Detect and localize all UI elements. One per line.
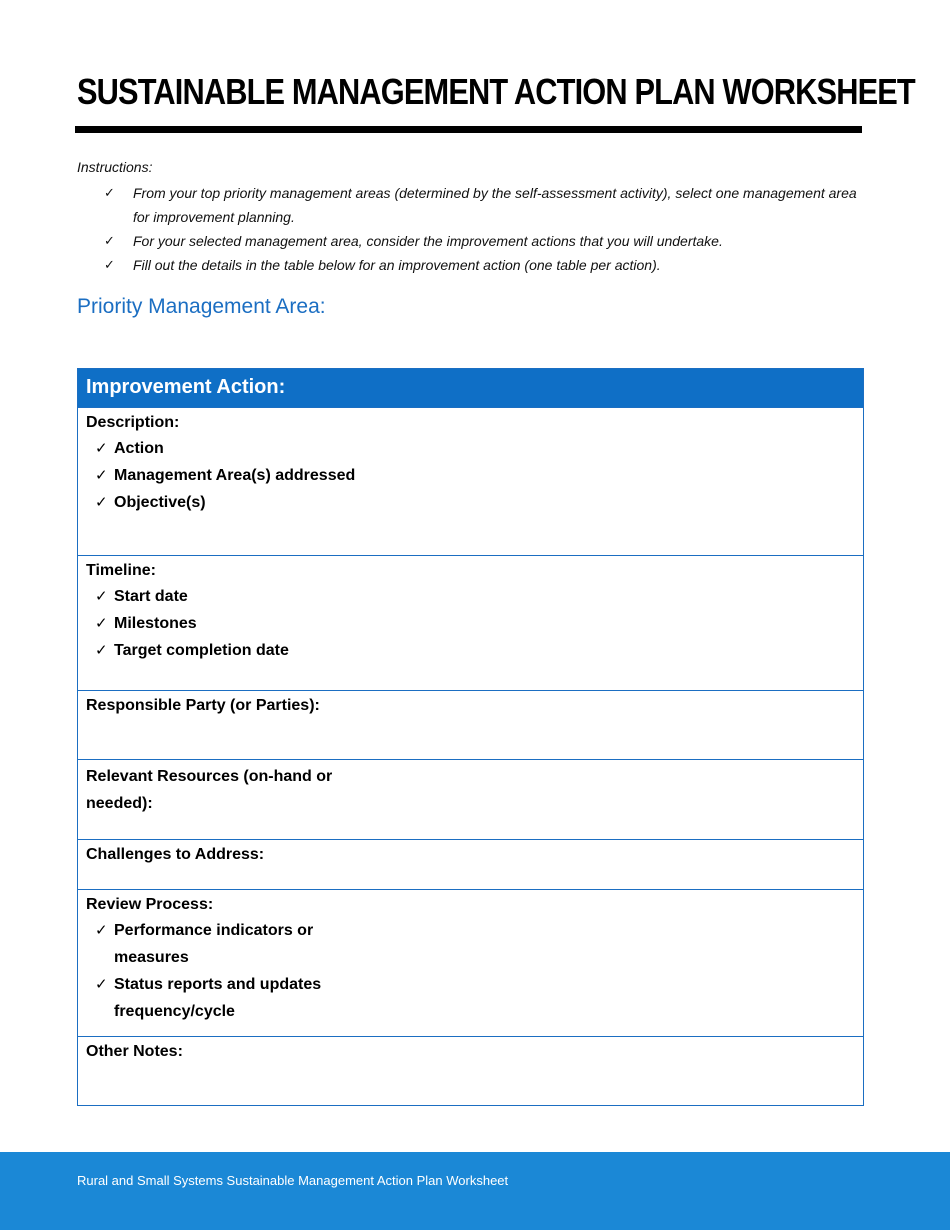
instruction-item xyxy=(104,181,864,229)
checkmark-icon: ✓ xyxy=(95,494,108,511)
title-divider xyxy=(75,126,862,133)
checkmark-icon: ✓ xyxy=(104,233,115,248)
row-title: Responsible Party (or Parties): xyxy=(86,697,320,714)
row-items xyxy=(86,917,855,1025)
item-text: Performance indicators or measures xyxy=(114,922,314,966)
instruction-item xyxy=(104,229,864,253)
checkmark-icon: ✓ xyxy=(95,467,108,484)
list-item xyxy=(86,435,855,462)
footer-text: Rural and Small Systems Sustainable Management Action Plan Worksheet xyxy=(77,1173,509,1188)
list-item xyxy=(86,583,855,610)
item-text: Milestones xyxy=(114,615,197,632)
checkmark-icon: ✓ xyxy=(95,642,108,659)
priority-area-heading: Priority Management Area: xyxy=(77,295,326,318)
page-title: SUSTAINABLE MANAGEMENT ACTION PLAN WORKSHEET xyxy=(77,71,915,112)
item-text: Target completion date xyxy=(114,642,289,659)
row-items xyxy=(86,435,855,516)
item-text: Action xyxy=(114,440,164,457)
row-title: Challenges to Address: xyxy=(86,846,265,863)
checkmark-icon: ✓ xyxy=(104,257,115,272)
instruction-text: For your selected management area, consider the improvement actions that you will undertake. xyxy=(133,233,723,249)
other-notes-row[interactable] xyxy=(78,1036,863,1105)
list-item xyxy=(86,489,855,516)
row-title: Description: xyxy=(86,414,180,431)
checkmark-icon: ✓ xyxy=(95,976,108,993)
row-items xyxy=(86,583,855,664)
list-item xyxy=(86,971,855,1025)
list-item xyxy=(86,917,855,971)
list-item xyxy=(86,462,855,489)
relevant-resources-row[interactable] xyxy=(78,759,863,839)
row-title: Other Notes: xyxy=(86,1043,183,1060)
item-text: Management Area(s) addressed xyxy=(114,467,356,484)
checkmark-icon: ✓ xyxy=(95,922,108,939)
instructions-label: Instructions: xyxy=(77,159,153,175)
page-footer xyxy=(0,1152,950,1230)
item-text: Objective(s) xyxy=(114,494,206,511)
instruction-item xyxy=(104,253,864,277)
row-title: Timeline: xyxy=(86,562,156,579)
timeline-row[interactable] xyxy=(78,555,863,690)
table-header: Improvement Action: xyxy=(78,369,863,407)
instruction-text: Fill out the details in the table below for an improvement action (one table per action). xyxy=(133,257,661,273)
review-process-row[interactable] xyxy=(78,889,863,1036)
item-text: Start date xyxy=(114,588,188,605)
list-item xyxy=(86,637,855,664)
responsible-party-row[interactable] xyxy=(78,690,863,759)
description-row[interactable] xyxy=(78,407,863,555)
instructions-list xyxy=(104,181,864,277)
checkmark-icon: ✓ xyxy=(95,615,108,632)
challenges-row[interactable] xyxy=(78,839,863,889)
improvement-action-table xyxy=(77,368,864,1106)
list-item xyxy=(86,610,855,637)
row-title: Relevant Resources (on-hand or needed): xyxy=(86,768,333,812)
checkmark-icon: ✓ xyxy=(95,440,108,457)
checkmark-icon: ✓ xyxy=(104,185,115,200)
instruction-text: From your top priority management areas (determined by the self-assessment activity), select one management area for improvement planning. xyxy=(133,185,857,225)
item-text: Status reports and updates frequency/cycle xyxy=(114,976,322,1020)
checkmark-icon: ✓ xyxy=(95,588,108,605)
row-title: Review Process: xyxy=(86,896,214,913)
